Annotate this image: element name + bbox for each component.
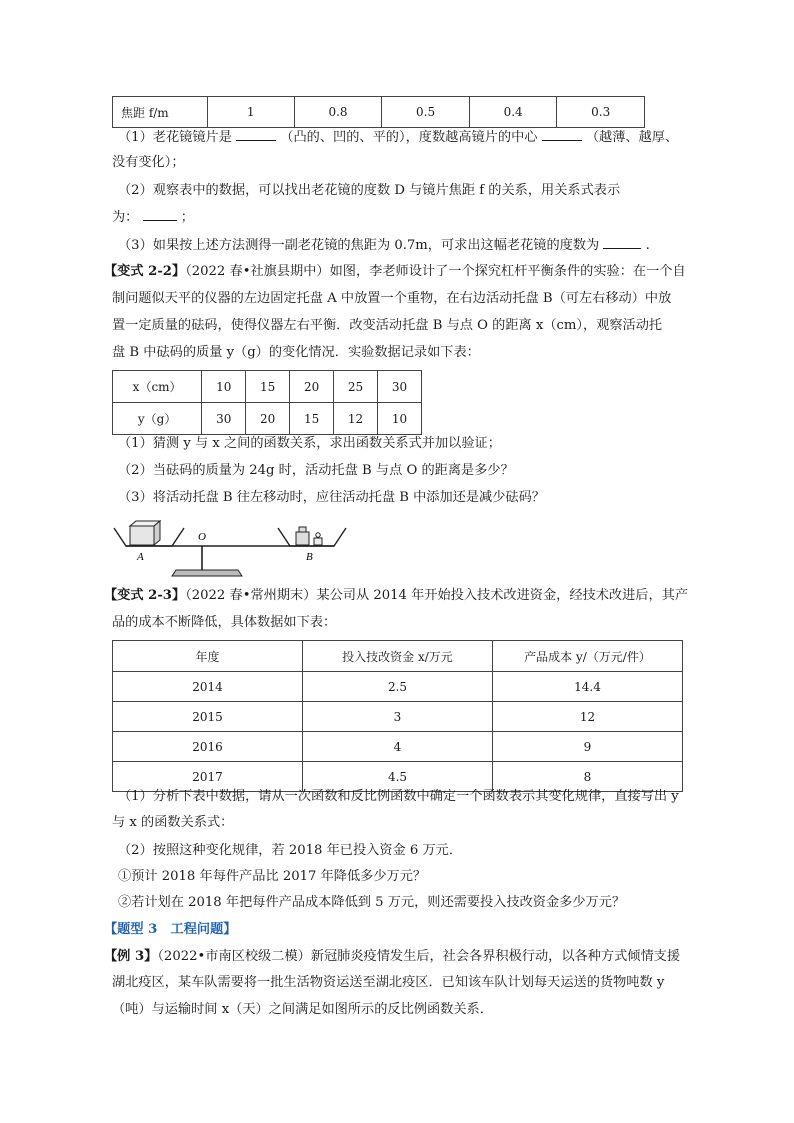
weight-large — [296, 532, 309, 545]
table-row — [113, 371, 422, 403]
box-side — [154, 521, 160, 545]
table-cell: 2017 — [113, 762, 303, 792]
table-header-row — [113, 641, 683, 672]
table-cell: 0.5 — [382, 97, 470, 128]
box-weight — [130, 526, 154, 545]
table-header: 年度 — [113, 641, 303, 672]
example-3-line3: （吨）与运输时间 x（天）之间满足如图所示的反比例函数关系． — [112, 1002, 493, 1017]
variant-2-3-q2: （2）按照这种变化规律，若 2018 年已投入资金 6 万元． — [118, 843, 463, 858]
weight-small-knob — [316, 533, 320, 537]
variant-tag: 【变式 2-2】 — [104, 264, 186, 279]
table-cell: y（g） — [113, 403, 202, 435]
variant-2-3-line2: 品的成本不断降低，具体数据如下表： — [112, 615, 337, 630]
table-cell: 25 — [334, 371, 378, 403]
question-text: ； — [180, 210, 194, 225]
variant-2-2-line1 — [104, 261, 686, 283]
base — [172, 570, 242, 576]
example-3-line2: 湖北疫区，某车队需要将一批生活物资运送至湖北疫区．已知该车队计划每天运送的货物吨数 y — [112, 975, 665, 990]
variant-2-3-q2a: ①预计 2018 年每件产品比 2017 年降低多少万元？ — [118, 869, 427, 884]
table-cell: 30 — [377, 371, 421, 403]
question-2-cont — [112, 206, 194, 229]
table-cell: 4 — [303, 732, 493, 762]
table-cell: 2.5 — [303, 672, 493, 702]
table-header: 产品成本 y/（万元/件） — [492, 641, 682, 672]
variant-text: （2022 春•社旗县期中）如图，李老师设计了一个探究杠杆平衡条件的实验：在一个自 — [185, 264, 686, 279]
label-b: B — [306, 551, 313, 563]
variant-2-3-q2b: ②若计划在 2018 年把每件产品成本降低到 5 万元，则还需要投入技改资金多少万元？ — [118, 895, 626, 910]
table-row — [113, 732, 683, 762]
variant-2-2-q3: （3）将活动托盘 B 往左移动时，应往活动托盘 B 中添加还是减少砝码？ — [118, 490, 545, 505]
label-a: A — [137, 551, 144, 563]
question-3 — [118, 234, 650, 257]
table-row — [113, 702, 683, 732]
variant-text: （2022 春•常州期末）某公司从 2014 年开始投入技术改进资金，经技术改进后，其产 — [185, 588, 689, 603]
table-cell: 0.8 — [294, 97, 382, 128]
cost-data-table — [112, 640, 683, 792]
question-text: （3）如果按上述方法测得一副老花镜的焦距为 0.7m，可求出这幅老花镜的度数为 — [118, 238, 600, 253]
answer-blank — [143, 206, 177, 221]
topic-3-heading: 【题型 3 工程问题】 — [104, 922, 237, 937]
table-cell: 20 — [246, 403, 290, 435]
variant-2-2-q2: （2）当砝码的质量为 24g 时，活动托盘 B 与点 O 的距离是多少？ — [118, 463, 514, 478]
variant-2-3-q1: （1）分析下表中数据，请从一次函数和反比例函数中确定一个函数表示其变化规律，直接写出 y — [118, 789, 679, 804]
variant-2-2-line2: 制问题似天平的仪器的左边固定托盘 A 中放置一个重物，在右边活动托盘 B（可左右移动）中放 — [112, 291, 672, 306]
variant-2-3-line1 — [104, 585, 688, 607]
question-text: . — [645, 238, 650, 253]
table-cell: 2016 — [113, 732, 303, 762]
balance-data-table — [112, 370, 422, 435]
table-cell: 12 — [492, 702, 682, 732]
question-1-cont: 没有变化）； — [112, 155, 185, 170]
table-cell: 8 — [492, 762, 682, 792]
table-cell: 1 — [207, 97, 294, 128]
table-cell: 14.4 — [492, 672, 682, 702]
weight-knob — [299, 527, 306, 532]
question-text: （1）老花镜镜片是 — [118, 130, 232, 145]
question-text: （越薄、越厚、 — [585, 130, 679, 145]
answer-blank — [542, 126, 582, 141]
question-text: （凸的、凹的、平的），度数越高镜片的中心 — [280, 130, 538, 145]
answer-blank — [603, 234, 641, 249]
table-cell: 15 — [246, 371, 290, 403]
table-cell: 30 — [202, 403, 246, 435]
answer-blank — [236, 126, 276, 141]
table-row — [113, 672, 683, 702]
table-cell: 12 — [334, 403, 378, 435]
right-tray — [278, 528, 346, 546]
variant-2-2-line3: 置一定质量的砝码，使得仪器左右平衡．改变活动托盘 B 与点 O 的距离 x（cm），观察活动托 — [112, 318, 663, 333]
table-cell: x（cm） — [113, 371, 202, 403]
table-cell: 0.4 — [469, 97, 557, 128]
table-cell: 4.5 — [303, 762, 493, 792]
variant-2-2-q1: （1）猜测 y 与 x 之间的函数关系，求出函数关系式并加以验证； — [118, 436, 501, 451]
question-2: （2）观察表中的数据，可以找出老花镜的度数 D 与镜片焦距 f 的关系，用关系式表示 — [118, 183, 621, 198]
question-1 — [118, 126, 678, 149]
weight-small — [314, 538, 322, 545]
example-text: （2022•市南区校级二模）新冠肺炎疫情发生后，社会各界积极行动，以各种方式倾情支援 — [157, 949, 681, 964]
table-cell: 10 — [202, 371, 246, 403]
table-cell: 10 — [377, 403, 421, 435]
table-cell: 9 — [492, 732, 682, 762]
table-row — [113, 403, 422, 435]
table-header: 投入技改资金 x/万元 — [303, 641, 493, 672]
example-3-line1 — [104, 946, 680, 968]
table-cell: 20 — [290, 371, 334, 403]
table-cell: 2015 — [113, 702, 303, 732]
label-o: O — [198, 531, 206, 543]
table-cell: 15 — [290, 403, 334, 435]
variant-tag: 【变式 2-3】 — [104, 588, 186, 603]
question-text: 为： — [112, 210, 139, 225]
table-cell: 0.3 — [557, 97, 645, 128]
variant-2-2-line4: 盘 B 中砝码的质量 y（g）的变化情况．实验数据记录如下表： — [112, 345, 480, 360]
variant-2-3-q1-cont: 与 x 的函数关系式： — [112, 815, 234, 830]
example-tag: 【例 3】 — [104, 949, 158, 964]
table-cell: 2014 — [113, 672, 303, 702]
focal-length-table — [112, 96, 645, 128]
balance-figure — [112, 518, 352, 580]
table-row — [113, 97, 645, 128]
table-cell: 3 — [303, 702, 493, 732]
table-cell: 焦距 f/m — [113, 97, 208, 128]
